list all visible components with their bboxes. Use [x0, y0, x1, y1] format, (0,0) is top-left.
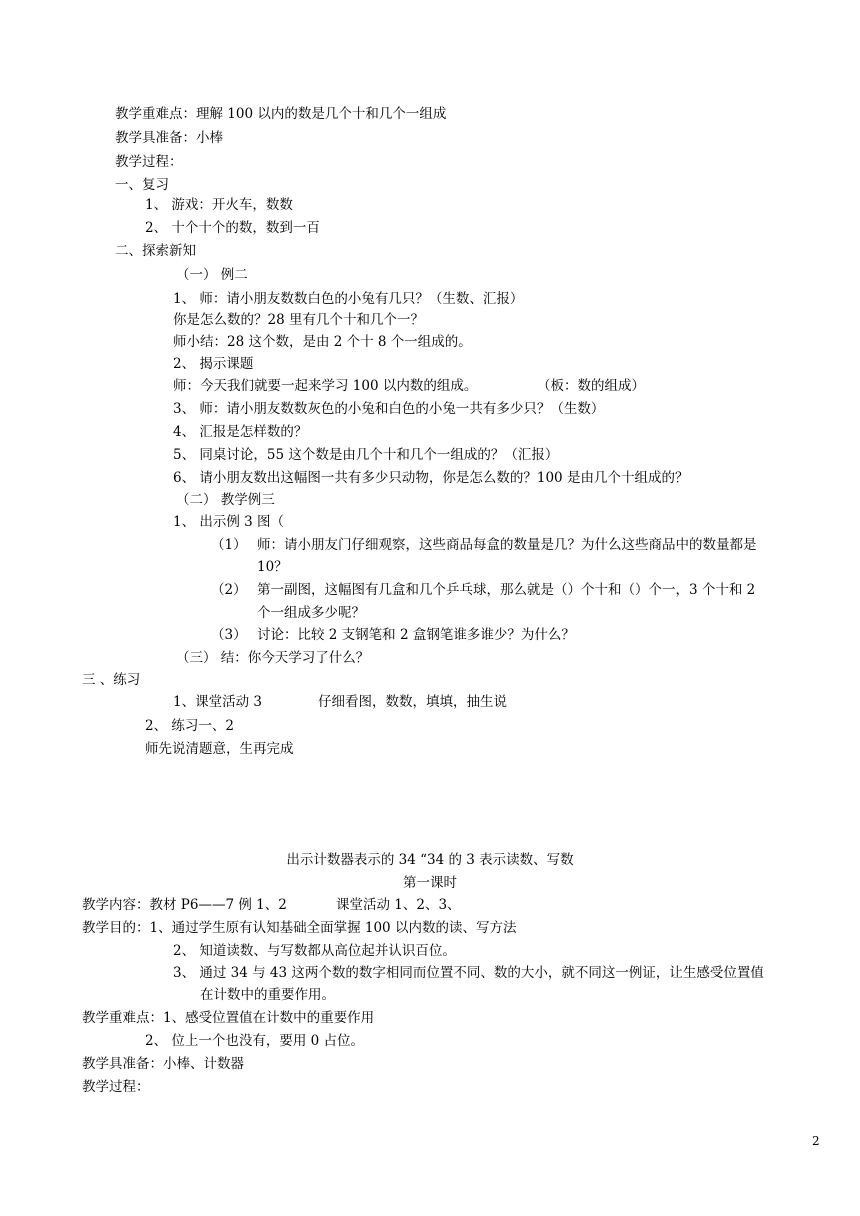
text-line: 2、 揭示课题 — [173, 356, 254, 372]
text-line: 教学目的：1、通过学生原有认知基础全面掌握 100 以内数的读、写方法 — [82, 920, 517, 936]
section-heading: 三 、练习 — [82, 672, 141, 688]
text-line: 6、 请小朋友数出这幅图一共有多少只动物，你是怎么数的？100 是由几个十组成的？ — [173, 470, 689, 486]
text-line: 教学重难点：1、感受位置值在计数中的重要作用 — [82, 1010, 375, 1026]
text-line: 在计数中的重要作用。 — [200, 987, 335, 1003]
text-line: 仔细看图，数数，填填，抽生说 — [318, 694, 507, 710]
text-line: 师先说清题意，生再完成 — [145, 741, 294, 757]
text-line: 5、 同桌讨论，55 这个数是由几个十和几个一组成的？（汇报） — [173, 447, 559, 463]
text-line: 1、 游戏：开火车，数数 — [145, 197, 293, 213]
text-line: 教学具准备：小棒、计数器 — [82, 1056, 244, 1072]
text-line: （一） 例二 — [176, 267, 248, 283]
text-line: 1、 师：请小朋友数数白色的小兔有几只？（生数、汇报） — [173, 291, 524, 307]
text-line: 个一组成多少呢？ — [257, 605, 365, 621]
text-line: 2、 知道读数、与写数都从高位起并认识百位。 — [173, 943, 456, 959]
text-line: 你是怎么数的？28 里有几个十和几个一？ — [173, 312, 424, 328]
text-line: 第一副图，这幅图有几盒和几个乒乓球，那么就是（）个十和（）个一，3 个十和 2 — [257, 582, 756, 598]
text-line: 10？ — [257, 559, 288, 575]
text-line: 师：请小朋友门仔细观察，这些商品每盒的数量是几？为什么这些商品中的数量都是 — [257, 537, 757, 553]
text-line: （二） 教学例三 — [176, 492, 275, 508]
lesson-title: 出示计数器表示的 34 “34 的 3 表示读数、写数 — [286, 852, 574, 868]
list-marker: （3） — [211, 627, 247, 643]
page-number: 2 — [812, 1134, 820, 1148]
text-line: 2、 位上一个也没有，要用 0 占位。 — [145, 1033, 365, 1049]
section-heading: 二、探索新知 — [115, 243, 196, 259]
text-line: 教学过程： — [82, 1079, 150, 1095]
lesson-subtitle: 第一课时 — [403, 875, 457, 891]
list-marker: （2） — [211, 582, 247, 598]
text-line: 1、 出示例 3 图（ — [173, 514, 285, 530]
text-line: 3、 师：请小朋友数数灰色的小兔和白色的小兔一共有多少只？（生数） — [173, 401, 605, 417]
text-line: 师小结：28 这个数，是由 2 个十 8 个一组成的。 — [173, 334, 472, 350]
text-line: 教学过程： — [115, 154, 183, 170]
text-line: 教学内容：教材 P6——7 例 1、2 — [82, 897, 287, 913]
text-line: 讨论：比较 2 支钢笔和 2 盒钢笔谁多谁少？为什么？ — [257, 627, 575, 643]
text-line: （板：数的组成） — [537, 378, 645, 394]
text-line: 课堂活动 1、2、3、 — [336, 897, 461, 913]
text-line: （三） 结：你今天学习了什么？ — [176, 650, 370, 666]
text-line: 2、 练习一、2 — [145, 718, 234, 734]
section-heading: 一、复习 — [115, 177, 169, 193]
list-marker: （1） — [211, 537, 247, 553]
text-line: 4、 汇报是怎样数的？ — [173, 424, 308, 440]
text-line: 师：今天我们就要一起来学习 100 以内数的组成。 — [173, 378, 478, 394]
text-line: 1、课堂活动 3 — [173, 694, 262, 710]
text-line: 3、 通过 34 与 43 这两个数的数字相同而位置不同、数的大小，就不同这一例证，让生感受位置值 — [173, 965, 764, 981]
text-line: 2、 十个十个的数，数到一百 — [145, 220, 320, 236]
text-line: 教学重难点：理解 100 以内的数是几个十和几个一组成 — [115, 106, 447, 122]
text-line: 教学具准备：小棒 — [115, 130, 223, 146]
